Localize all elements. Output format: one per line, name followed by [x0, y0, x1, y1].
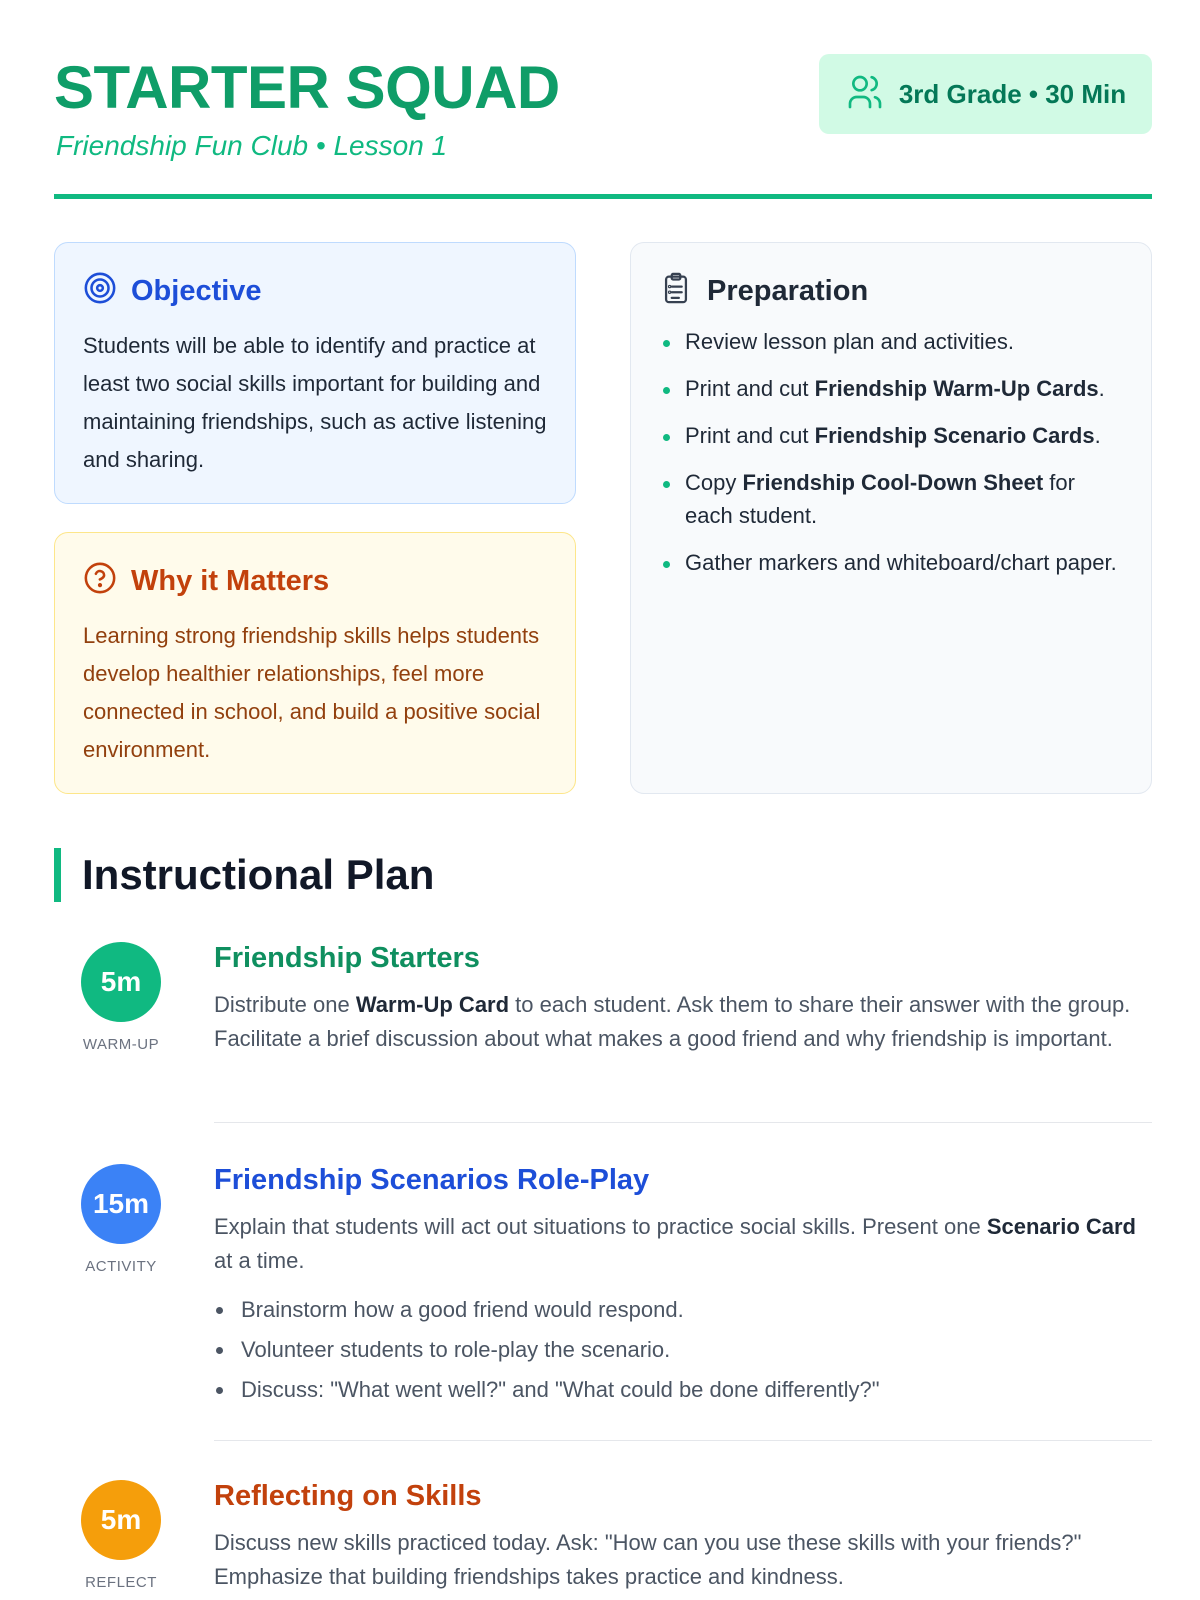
objective-title: Objective: [131, 274, 262, 307]
objective-header: [83, 271, 262, 310]
why-it-matters-card: [54, 532, 576, 794]
step-content: [214, 1162, 1152, 1410]
list-item: Review lesson plan and activities.: [661, 325, 1123, 358]
list-item: Brainstorm how a good friend would respond.: [214, 1290, 1152, 1330]
time-badge: 15m: [81, 1164, 161, 1244]
list-item: Discuss: "What went well?" and "What could be done differently?": [214, 1370, 1152, 1410]
list-item: Copy Friendship Cool-Down Sheet for each student.: [661, 466, 1123, 532]
step-description: Explain that students will act out situations to practice social skills. Present one Scenario Card at a time.: [214, 1214, 1136, 1273]
lesson-page: [54, 0, 1152, 1600]
step-title: Friendship Starters: [214, 942, 480, 974]
header-divider: [54, 194, 1152, 199]
section-title: Instructional Plan: [82, 851, 435, 898]
why-header: [83, 561, 329, 600]
step-bullet-list: [214, 1290, 1152, 1410]
step-type-label: WARM-UP: [82, 1036, 160, 1053]
step-divider: [214, 1122, 1152, 1123]
step-content: [214, 940, 1152, 1056]
list-item: Volunteer students to role-play the scenario.: [214, 1330, 1152, 1370]
time-badge: 5m: [81, 942, 161, 1022]
badge-label: 3rd Grade • 30 Min: [898, 78, 1127, 109]
step-description: Distribute one Warm-Up Card to each student. Ask them to share their answer with the group. Facilitate a brief discussion about what makes a good friend and why friendship is important.: [214, 992, 1131, 1051]
step-divider: [214, 1440, 1152, 1441]
users-icon: [845, 72, 885, 117]
objective-card: [54, 242, 576, 504]
list-item: Gather markers and whiteboard/chart paper.: [661, 546, 1123, 579]
step-title: Reflecting on Skills: [214, 1480, 482, 1512]
instructional-plan-heading: [54, 848, 434, 902]
help-circle-icon: [83, 561, 117, 600]
lesson-header: [54, 52, 1152, 200]
step-content: [214, 1478, 1152, 1594]
heading-accent-bar: [54, 848, 61, 902]
grade-duration-badge: [819, 54, 1152, 134]
page-title: STARTER SQUAD: [54, 54, 560, 121]
why-text: Learning strong friendship skills helps students develop healthier relationships, feel more connected in school, and build a positive social environment.: [83, 623, 541, 762]
target-icon: [83, 271, 117, 310]
preparation-title: Preparation: [707, 274, 869, 307]
list-item: Print and cut Friendship Scenario Cards.: [661, 419, 1123, 452]
time-badge: 5m: [81, 1480, 161, 1560]
clipboard-icon: [659, 271, 693, 310]
step-type-label: REFLECT: [85, 1574, 157, 1591]
preparation-card: [630, 242, 1152, 794]
objective-text: Students will be able to identify and practice at least two social skills important for building and maintaining friendships, such as active listening and sharing.: [83, 333, 547, 472]
why-title: Why it Matters: [131, 564, 330, 597]
step-type-label: ACTIVITY: [85, 1258, 157, 1275]
preparation-header: [659, 271, 868, 310]
step-title: Friendship Scenarios Role-Play: [214, 1164, 650, 1196]
list-item: Print and cut Friendship Warm-Up Cards.: [661, 372, 1123, 405]
page-subtitle: Friendship Fun Club • Lesson 1: [56, 130, 448, 161]
preparation-list: [661, 325, 1123, 593]
step-description: Discuss new skills practiced today. Ask: "How can you use these skills with your friends?" Emphasize that building friendships takes practice and kindness.: [214, 1530, 1082, 1589]
